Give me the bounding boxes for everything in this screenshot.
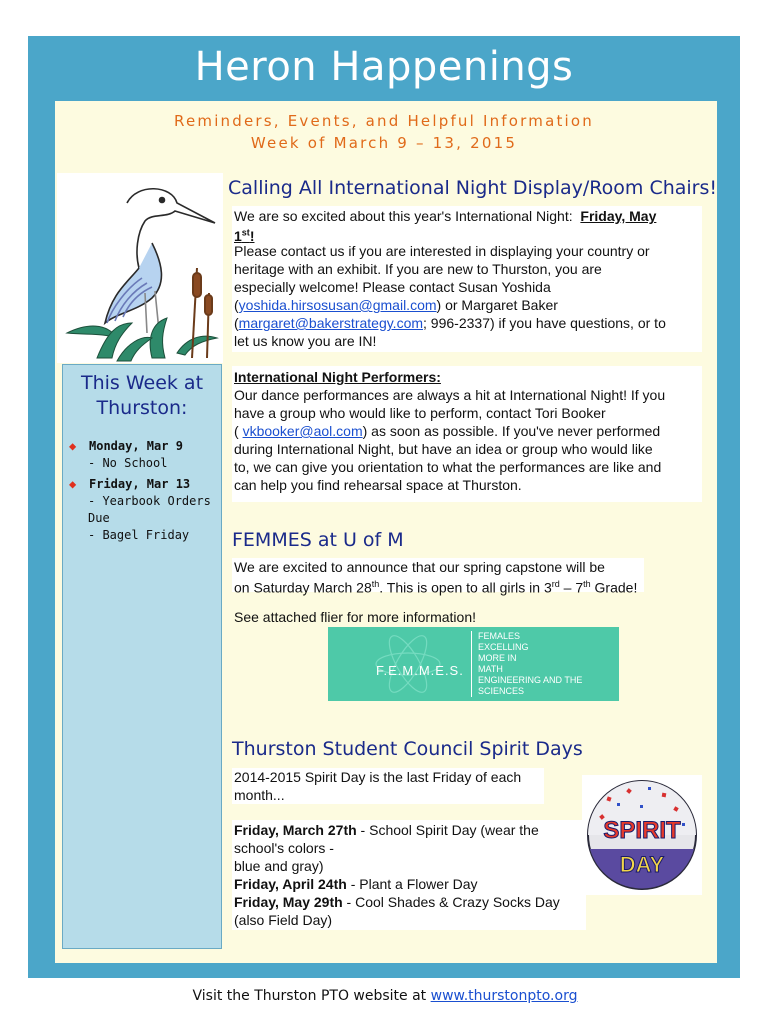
spirit-line: month... [234, 787, 285, 803]
sidebar-title-line2: Thurston: [96, 397, 188, 419]
pto-website-link[interactable]: www.thurstonpto.org [430, 988, 578, 1004]
femmes-logo-text: F.E.M.M.E.S. [376, 663, 464, 678]
heron-illustration [57, 173, 223, 363]
email-link-tori[interactable]: vkbooker@aol.com [242, 423, 363, 439]
intl-line: heritage with an exhibit. If you are new to Thurston, you are [234, 261, 602, 277]
spirit-line: blue and gray) [234, 858, 324, 874]
intl-date-end: ! [249, 227, 255, 244]
femmes-line: We are excited to announce that our spring capstone will be [234, 559, 605, 575]
banner-divider [471, 631, 472, 697]
femmes-acronym-line: MORE IN [478, 653, 517, 663]
performers-line: Our dance performances are always a hit at International Night! If you [234, 387, 666, 403]
sidebar-note: Due [88, 511, 110, 525]
newsletter-subtitle: Reminders, Events, and Helpful Information [174, 112, 594, 130]
femmes-sup: th [371, 579, 380, 589]
intl-line: Please contact us if you are interested in displaying your country or [234, 243, 650, 259]
intl-date: Friday, May [580, 208, 657, 224]
newsletter-week: Week of March 9 – 13, 2015 [250, 134, 518, 152]
spirit-days-heading: Thurston Student Council Spirit Days [232, 738, 583, 760]
sidebar-day-label: Monday, Mar 9 [89, 439, 183, 453]
spirit-line [234, 821, 539, 839]
femmes-acronym-line: ENGINEERING AND THE [478, 675, 583, 685]
spirit-day-badge [582, 775, 702, 895]
footer [0, 988, 770, 1004]
sidebar-note: - No School [88, 456, 168, 470]
intl-date-sup: st [241, 227, 250, 237]
intl-line [234, 314, 666, 332]
perf-text: ( [234, 423, 243, 439]
femmes-acronym-list [478, 631, 582, 697]
sidebar-title-line1: This Week at [80, 372, 204, 394]
perf-text: ) as soon as possible. If you've never performed [362, 423, 661, 439]
femmes-heading: FEMMES at U of M [232, 529, 404, 551]
intl-line [234, 296, 558, 314]
spirit-date: Friday, May 29th [234, 894, 343, 910]
performers-line: during International Night, but have an idea or group who would like [234, 441, 653, 457]
spirit-text: - School Spirit Day (wear the [356, 822, 539, 838]
spirit-line: (also Field Day) [234, 912, 333, 928]
diamond-bullet-icon: ◆ [69, 439, 77, 453]
performers-line: have a group who would like to perform, contact Tori Booker [234, 405, 606, 421]
intl-line: especially welcome! Please contact Susan Yoshida [234, 279, 551, 295]
intl-text: ( [234, 297, 239, 313]
sidebar-note: - Yearbook Orders [88, 494, 211, 508]
femmes-acronym-line: SCIENCES [478, 686, 525, 696]
femmes-sup: rd [551, 579, 560, 589]
femmes-flier-banner [328, 627, 619, 701]
intl-text: ) or Margaret Baker [436, 297, 558, 313]
femmes-acronym-line: MATH [478, 664, 503, 674]
femmes-line: See attached flier for more information! [234, 609, 477, 625]
femmes-acronym-line: FEMALES [478, 631, 521, 641]
spirit-line: school's colors - [234, 840, 334, 856]
footer-text: Visit the Thurston PTO website at [192, 988, 431, 1004]
femmes-text: Grade! [590, 579, 638, 596]
spirit-line [234, 893, 560, 911]
femmes-acronym-line: EXCELLING [478, 642, 529, 652]
badge-day-text: DAY [619, 852, 665, 877]
sidebar-item-monday [69, 438, 183, 455]
femmes-sup: th [583, 579, 591, 589]
spirit-text: - Cool Shades & Crazy Socks Day [342, 894, 560, 910]
badge-spirit-text: SPIRIT [603, 817, 681, 844]
spirit-line [234, 875, 478, 893]
performers-line: to, we can give you orientation to what the performances are like and [234, 459, 662, 475]
performers-heading: International Night Performers: [234, 369, 441, 385]
spirit-date: Friday, April 24th [234, 876, 347, 892]
sidebar-item-friday [69, 476, 190, 493]
intl-date-day: 1 [234, 227, 242, 244]
intl-text: We are so excited about this year's International Night: [234, 208, 573, 224]
femmes-text: – 7 [559, 579, 584, 596]
femmes-text: on Saturday March 28 [234, 579, 372, 596]
intl-text: ( [234, 315, 239, 331]
performers-line: can help you find rehearsal space at Thurston. [234, 477, 522, 493]
email-link-margaret[interactable]: margaret@bakerstrategy.com [238, 315, 424, 331]
performers-line [234, 422, 660, 440]
heron-icon [57, 173, 223, 363]
femmes-text: . This is open to all girls in 3 [379, 579, 552, 596]
femmes-line [234, 575, 637, 597]
newsletter-title: Heron Happenings [194, 44, 574, 90]
sidebar-title [63, 371, 221, 421]
spirit-date: Friday, March 27th [234, 822, 357, 838]
intl-line [234, 207, 656, 225]
this-week-sidebar [62, 364, 222, 949]
diamond-bullet-icon: ◆ [69, 477, 77, 491]
intl-line: let us know you are IN! [234, 333, 377, 349]
sidebar-day-label: Friday, Mar 13 [89, 477, 191, 491]
spirit-badge-icon [582, 775, 702, 895]
spirit-line: 2014-2015 Spirit Day is the last Friday of each [234, 769, 522, 785]
spirit-text: - Plant a Flower Day [346, 876, 478, 892]
sidebar-note: - Bagel Friday [88, 528, 190, 542]
intl-text: ; 996-2337) if you have questions, or to [423, 315, 666, 331]
international-night-heading: Calling All International Night Display/Room Chairs! [228, 177, 718, 199]
email-link-susan[interactable]: yoshida.hirsosusan@gmail.com [238, 297, 437, 313]
